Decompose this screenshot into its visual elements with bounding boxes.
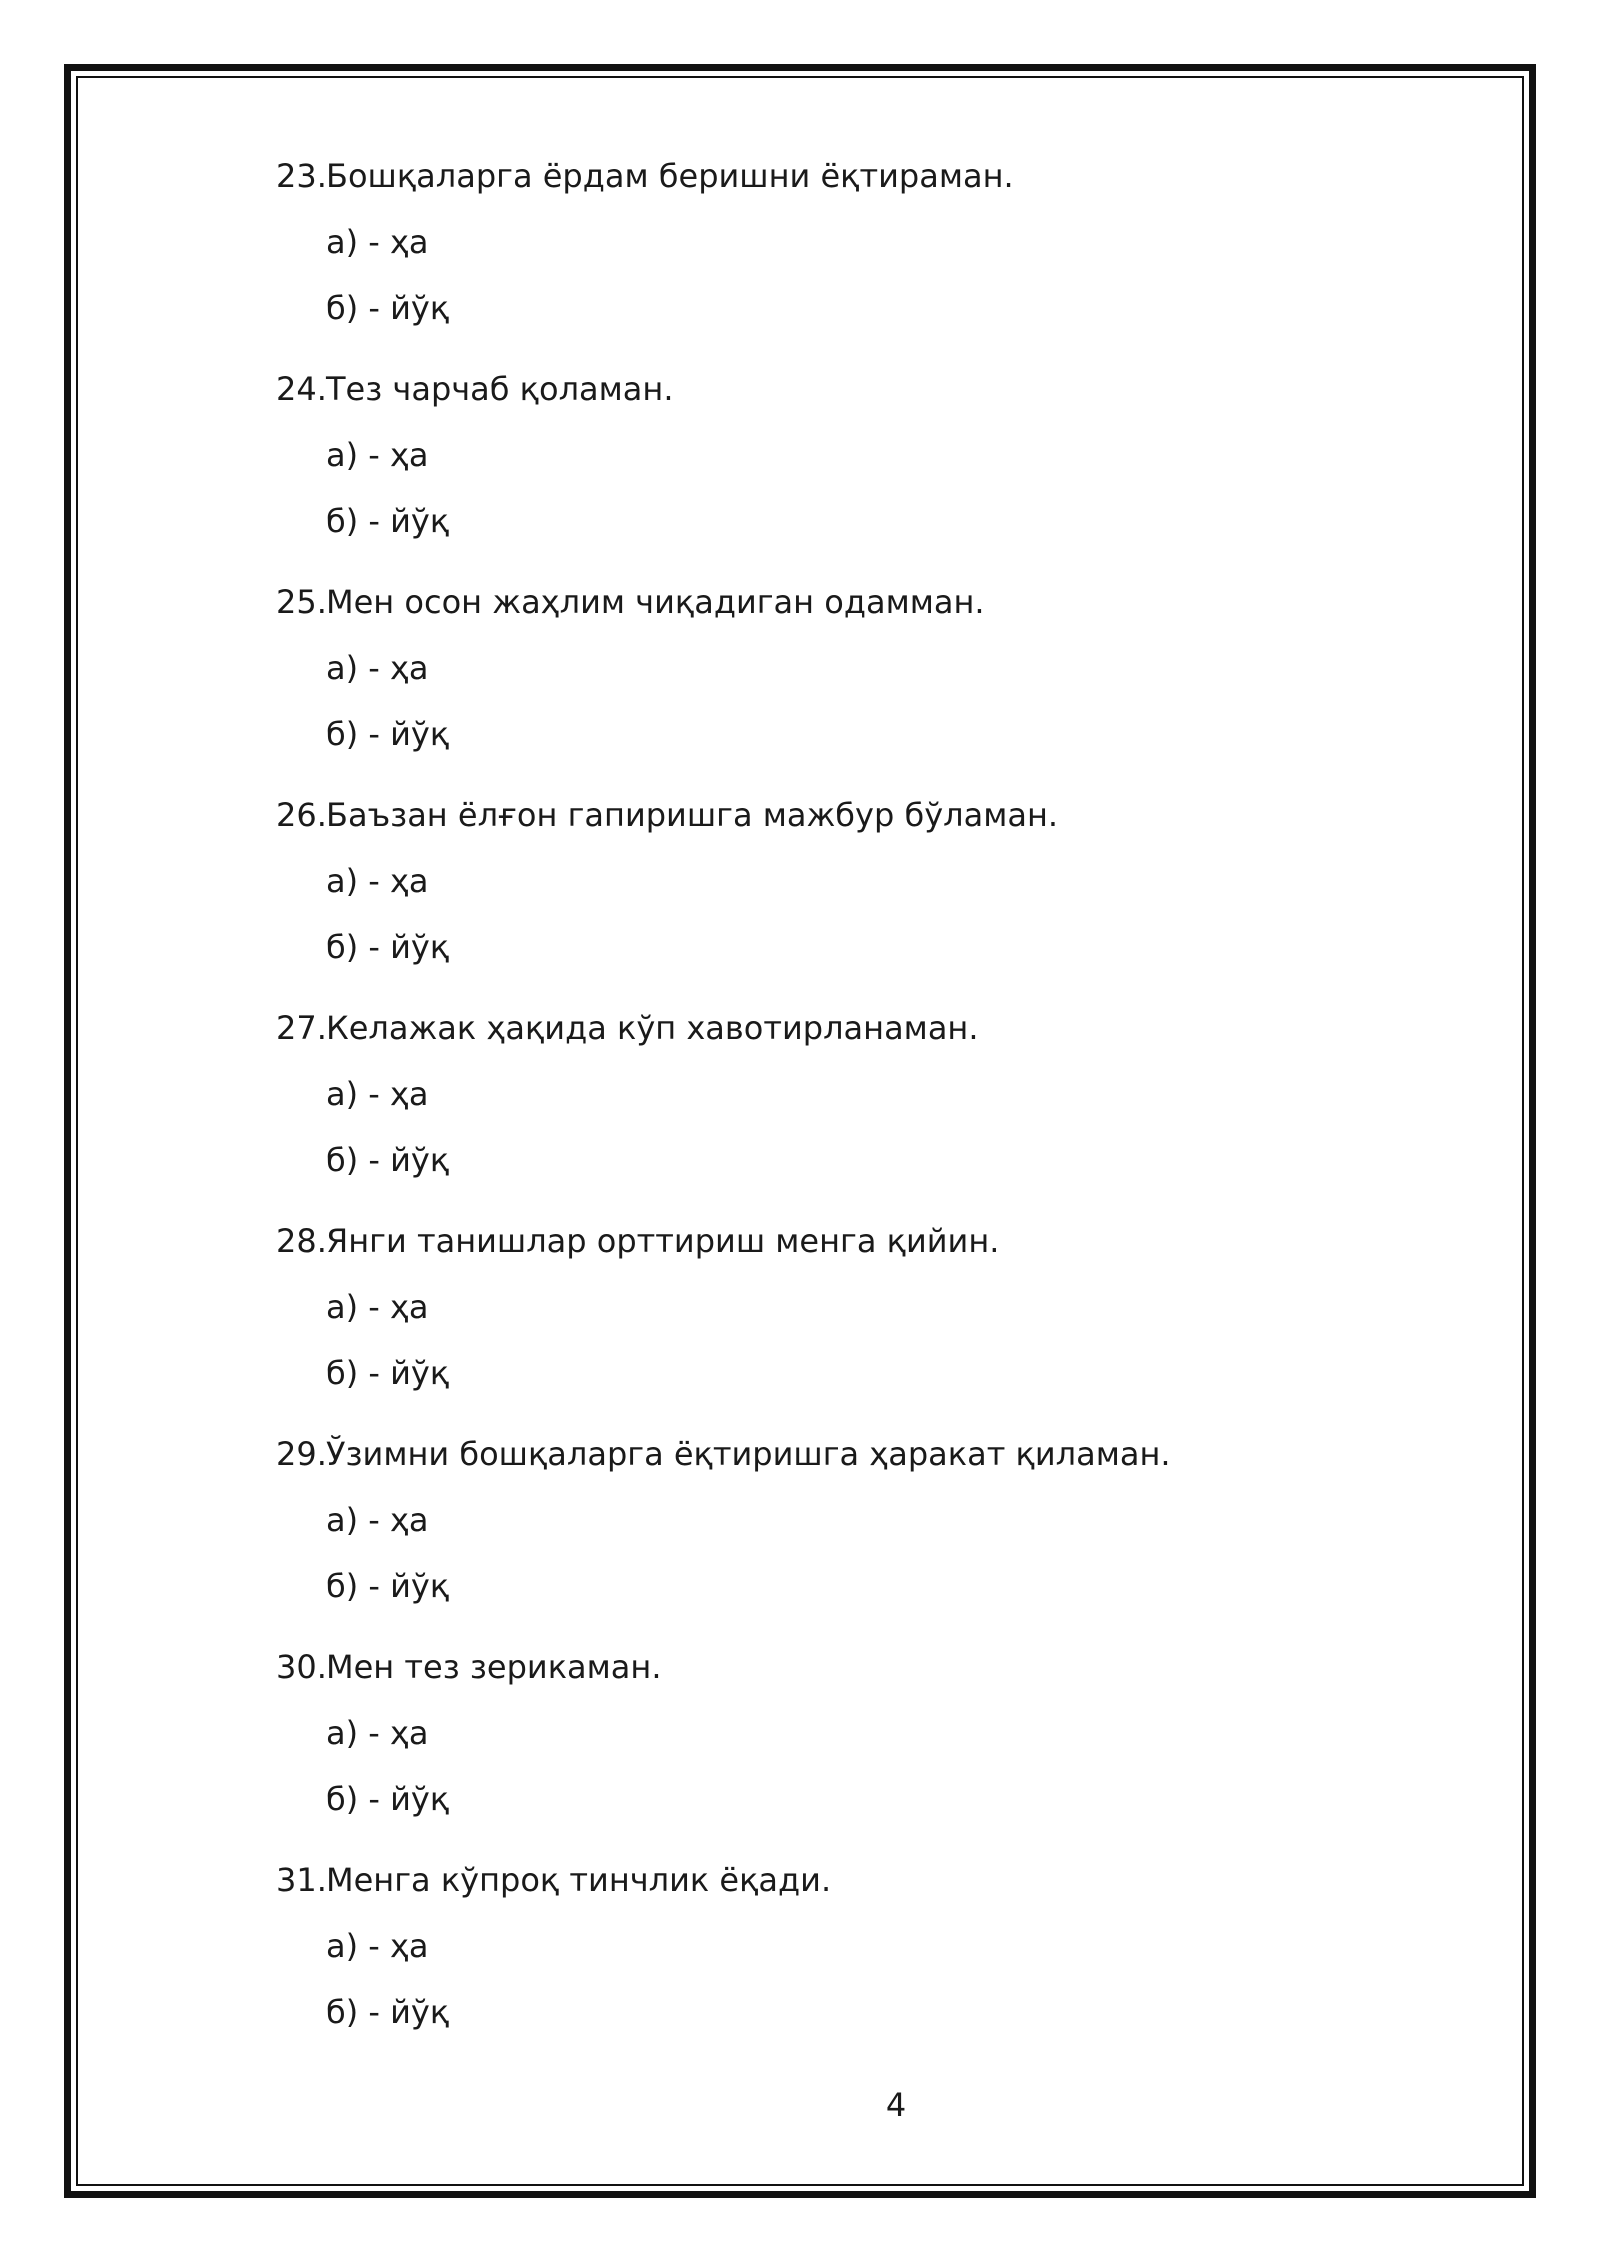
question-number: 31.	[276, 1861, 327, 1899]
question-text: Тез чарчаб қоламан.	[326, 370, 674, 408]
question-text: Ўзимни бошқаларга ёқтиришга ҳаракат қиламан.	[326, 1435, 1171, 1473]
page-number: 4	[885, 2086, 907, 2124]
question-number: 30.	[276, 1648, 327, 1686]
answer-option-b: б) - йўқ	[326, 1993, 450, 2031]
answer-option-a: а) - ҳа	[326, 1288, 429, 1326]
question-number: 25.	[276, 583, 327, 621]
question-line	[276, 148, 1456, 204]
answer-option-a: а) - ҳа	[326, 862, 429, 900]
question-number: 24.	[276, 370, 327, 408]
question-item	[276, 1000, 1456, 1213]
answer-option-a: а) - ҳа	[326, 1075, 429, 1113]
question-item	[276, 1852, 1456, 2065]
question-item	[276, 148, 1456, 361]
question-number: 27.	[276, 1009, 327, 1047]
question-line	[276, 1213, 1456, 1269]
question-line	[276, 1852, 1456, 1908]
answer-option-a: а) - ҳа	[326, 1927, 429, 1965]
question-text: Келажак ҳақида кўп хавотирланаман.	[326, 1009, 979, 1047]
answer-option-a: а) - ҳа	[326, 1714, 429, 1752]
question-list	[276, 148, 1456, 2065]
answer-option-b: б) - йўқ	[326, 715, 450, 753]
question-item	[276, 361, 1456, 574]
question-item	[276, 1639, 1456, 1852]
question-line	[276, 361, 1456, 417]
question-text: Менга кўпроқ тинчлик ёқади.	[326, 1861, 832, 1899]
question-line	[276, 574, 1456, 630]
question-text: Баъзан ёлғон гапиришга мажбур бўламан.	[326, 796, 1059, 834]
question-item	[276, 1213, 1456, 1426]
question-item	[276, 574, 1456, 787]
question-item	[276, 1426, 1456, 1639]
answer-option-b: б) - йўқ	[326, 1780, 450, 1818]
answer-option-b: б) - йўқ	[326, 1567, 450, 1605]
question-line	[276, 1426, 1456, 1482]
question-text: Янги танишлар орттириш менга қийин.	[326, 1222, 1000, 1260]
question-line	[276, 787, 1456, 843]
answer-option-b: б) - йўқ	[326, 928, 450, 966]
question-number: 26.	[276, 796, 327, 834]
answer-option-b: б) - йўқ	[326, 502, 450, 540]
answer-option-a: а) - ҳа	[326, 1501, 429, 1539]
answer-option-b: б) - йўқ	[326, 1354, 450, 1392]
question-line	[276, 1639, 1456, 1695]
question-text: Мен тез зерикаман.	[326, 1648, 662, 1686]
answer-option-b: б) - йўқ	[326, 1141, 450, 1179]
answer-option-a: а) - ҳа	[326, 436, 429, 474]
question-item	[276, 787, 1456, 1000]
question-line	[276, 1000, 1456, 1056]
question-text: Бошқаларга ёрдам беришни ёқтираман.	[326, 157, 1014, 195]
question-number: 29.	[276, 1435, 327, 1473]
answer-option-b: б) - йўқ	[326, 289, 450, 327]
answer-option-a: а) - ҳа	[326, 223, 429, 261]
question-number: 28.	[276, 1222, 327, 1260]
question-text: Мен осон жаҳлим чиқадиган одамман.	[326, 583, 985, 621]
answer-option-a: а) - ҳа	[326, 649, 429, 687]
question-number: 23.	[276, 157, 327, 195]
